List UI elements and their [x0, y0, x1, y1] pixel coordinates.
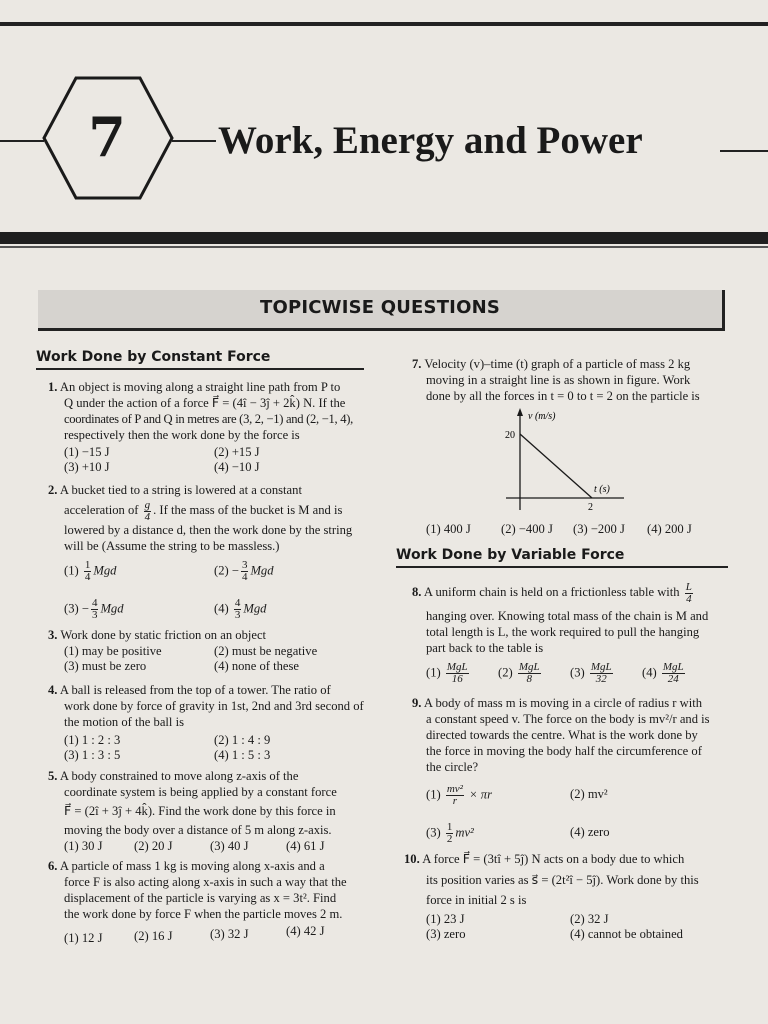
q2-option-3: (3) − $\frac{4}{3}$ Mgd [64, 597, 124, 621]
q4-option-1: (1) 1 : 2 : 3 [64, 733, 121, 747]
q8-line-4: part back to the table is [426, 641, 544, 655]
q9-line-5: the circle? [426, 760, 479, 774]
q6-option-4: (4) 42 J [286, 924, 325, 938]
q2-line-1: A bucket tied to a string is lowered at a constant [59, 483, 302, 497]
q10-line-3: force in initial 2 s is [426, 893, 527, 907]
chapter-number: 7 [88, 105, 126, 169]
q6-line-4: the work done by force F when the particle moves 2 m. [64, 907, 343, 921]
chapter-title: Work, Energy and Power [218, 119, 643, 162]
top-edge-rule [0, 22, 768, 26]
q5-option-2: (2) 20 J [134, 839, 173, 853]
graph-x-label: t (s) [594, 484, 610, 495]
q4-line-1: A ball is released from the top of a tower. The ratio of [59, 683, 331, 697]
q9-line-1: A body of mass m is moving in a circle of radius r with [423, 696, 702, 710]
section-heading-variable-force: Work Done by Variable Force [396, 547, 625, 563]
q5-option-4: (4) 61 J [286, 839, 325, 853]
q8-option-3: (3) $\frac{\text{MgL}}{32}$ [570, 661, 612, 685]
q5-line-3: F⃗ = (2î + 3ĵ + 4k̂). Find the work done by this force in [64, 804, 336, 818]
section-heading-constant-force: Work Done by Constant Force [36, 349, 271, 365]
q4-number: 4. [48, 683, 58, 697]
q5-number: 5. [48, 769, 58, 783]
q4-line-3: the motion of the ball is [64, 715, 184, 729]
question-10 [404, 850, 730, 908]
q5-option-3: (3) 40 J [210, 839, 249, 853]
q8-line-3: total length is L, the work required to pull the hanging [426, 625, 700, 639]
q7-line-2: moving in a straight line is as shown in figure. Work [426, 373, 691, 387]
question-2 [48, 482, 366, 554]
q4-option-3: (3) 1 : 3 : 5 [64, 748, 121, 762]
graph-y-arrow [517, 408, 523, 416]
q5-line-4: moving the body over a distance of 5 m along z-axis. [64, 823, 332, 837]
q10-line-1: A force F⃗ = (3tî + 5ĵ) N acts on a body due to which [422, 852, 685, 866]
q1-option-3: (3) +10 J [64, 460, 110, 474]
question-7 [412, 356, 726, 404]
q9-line-2: a constant speed v. The force on the body is mv²/r and is [426, 712, 710, 726]
q10-number: 10. [404, 852, 420, 866]
q5-line-2: coordinate system is being applied by a constant force [64, 785, 337, 799]
header-rule-right [720, 150, 768, 152]
q6-line-3: displacement of the particle is varying as x = 3t². Find [64, 891, 337, 905]
q3-number: 3. [48, 628, 58, 642]
graph-velocity-line [520, 434, 592, 498]
q3-option-2: (2) must be negative [214, 644, 318, 658]
q3-option-4: (4) none of these [214, 659, 299, 673]
q8-line-2: hanging over. Knowing total mass of the chain is M and [426, 609, 709, 623]
question-9 [412, 695, 730, 775]
q9-line-4: the force in moving the body half the circumference of [426, 744, 702, 758]
q6-number: 6. [48, 859, 58, 873]
topicwise-heading-box [38, 290, 725, 331]
q1-line-1: An object is moving along a straight line path from P to [59, 380, 341, 394]
q4-option-4: (4) 1 : 5 : 3 [214, 748, 271, 762]
section-rule-constant [36, 368, 364, 370]
velocity-time-graph [500, 406, 630, 516]
q7-option-4: (4) 200 J [647, 522, 692, 536]
q6-line-1: A particle of mass 1 kg is moving along x-axis and a [59, 859, 325, 873]
q2-fraction: $\frac{g}{4}$ [144, 498, 151, 523]
q9-line-3: directed towards the centre. What is the work done by [426, 728, 698, 742]
q3-option-1: (1) may be positive [64, 644, 162, 658]
q2-line-2: acceleration of $\frac{g}{4}$ . If the mass of the bucket is M and is [64, 498, 343, 523]
q7-line-1: Velocity (v)–time (t) graph of a particle of mass 2 kg [424, 357, 691, 371]
q1-line-3: coordinates of P and Q in metres are (3, 2, −1) and (2, −1, 4), [64, 412, 353, 426]
q9-option-1: (1) $\frac{\text{mv²}}{r}$ × πr [426, 783, 492, 807]
q8-number: 8. [412, 585, 422, 599]
q8-line-1: A uniform chain is held on a frictionless table with [423, 585, 680, 599]
graph-y-label: v (m/s) [528, 411, 556, 422]
q7-option-1: (1) 400 J [426, 522, 471, 536]
q8-option-1: (1) $\frac{\text{MgL}}{16}$ [426, 661, 468, 685]
q2-option-2: (2) − $\frac{3}{4}$ Mgd [214, 559, 274, 583]
q4-line-2: work done by force of gravity in 1st, 2nd and 3rd second of [64, 699, 364, 713]
q10-option-4: (4) cannot be obtained [570, 927, 683, 941]
question-4 [48, 682, 366, 730]
q5-line-1: A body constrained to move along z-axis of the [59, 769, 299, 783]
question-6 [48, 858, 366, 922]
question-3 [48, 627, 366, 643]
q7-number: 7. [412, 357, 422, 371]
graph-x-tick: 2 [588, 502, 593, 513]
q6-option-1: (1) 12 J [64, 931, 103, 945]
question-5 [48, 768, 366, 838]
q9-option-2: (2) mv² [570, 787, 608, 801]
section-rule-variable [396, 566, 728, 568]
q2-line-3: lowered by a distance d, then the work done by the string [64, 523, 353, 537]
q7-option-3: (3) −200 J [573, 522, 625, 536]
q10-option-3: (3) zero [426, 927, 466, 941]
question-1 [48, 379, 366, 443]
header-band [0, 232, 768, 244]
q10-option-2: (2) 32 J [570, 912, 609, 926]
q8-option-4: (4) $\frac{\text{MgL}}{24}$ [642, 661, 684, 685]
q5-option-1: (1) 30 J [64, 839, 103, 853]
header-band-thin [0, 246, 768, 248]
q9-number: 9. [412, 696, 422, 710]
q1-line-4: respectively then the work done by the force is [64, 428, 300, 442]
q2-line-4: will be (Assume the string to be massless.) [64, 539, 280, 553]
header-rule-left [0, 140, 44, 142]
q2-number: 2. [48, 483, 58, 497]
q6-option-2: (2) 16 J [134, 929, 173, 943]
q2-option-1: (1) $\frac{1}{4}$ Mgd [64, 559, 117, 583]
q1-option-2: (2) +15 J [214, 445, 260, 459]
q8-fraction: $\frac{L}{4}$ [685, 580, 692, 605]
q10-line-2: its position varies as s⃗ = (2t²î − 5ĵ). Work done by this [426, 873, 699, 887]
q4-option-2: (2) 1 : 4 : 9 [214, 733, 271, 747]
q6-line-2: force F is also acting along x-axis in such a way that the [64, 875, 347, 889]
question-8 [412, 578, 730, 656]
topicwise-heading: TOPICWISE QUESTIONS [259, 297, 501, 318]
q7-option-2: (2) −400 J [501, 522, 553, 536]
q3-line-1: Work done by static friction on an object [60, 628, 267, 642]
q10-option-1: (1) 23 J [426, 912, 465, 926]
q1-line-2: Q under the action of a force F⃗ = (4î − 3ĵ + 2k̂) N. If the [64, 396, 346, 410]
q1-option-4: (4) −10 J [214, 460, 260, 474]
q1-number: 1. [48, 380, 58, 394]
q1-option-1: (1) −15 J [64, 445, 110, 459]
q8-option-2: (2) $\frac{\text{MgL}}{8}$ [498, 661, 540, 685]
q9-option-4: (4) zero [570, 825, 610, 839]
q9-option-3: (3) $\frac{1}{2}$ mv² [426, 821, 474, 845]
q2-option-4: (4) $\frac{4}{3}$ Mgd [214, 597, 267, 621]
q6-option-3: (3) 32 J [210, 927, 249, 941]
q7-line-3: done by all the forces in t = 0 to t = 2 on the particle is [426, 389, 700, 403]
q3-option-3: (3) must be zero [64, 659, 147, 673]
graph-y-tick: 20 [505, 430, 515, 441]
header-rule-middle [172, 140, 216, 142]
